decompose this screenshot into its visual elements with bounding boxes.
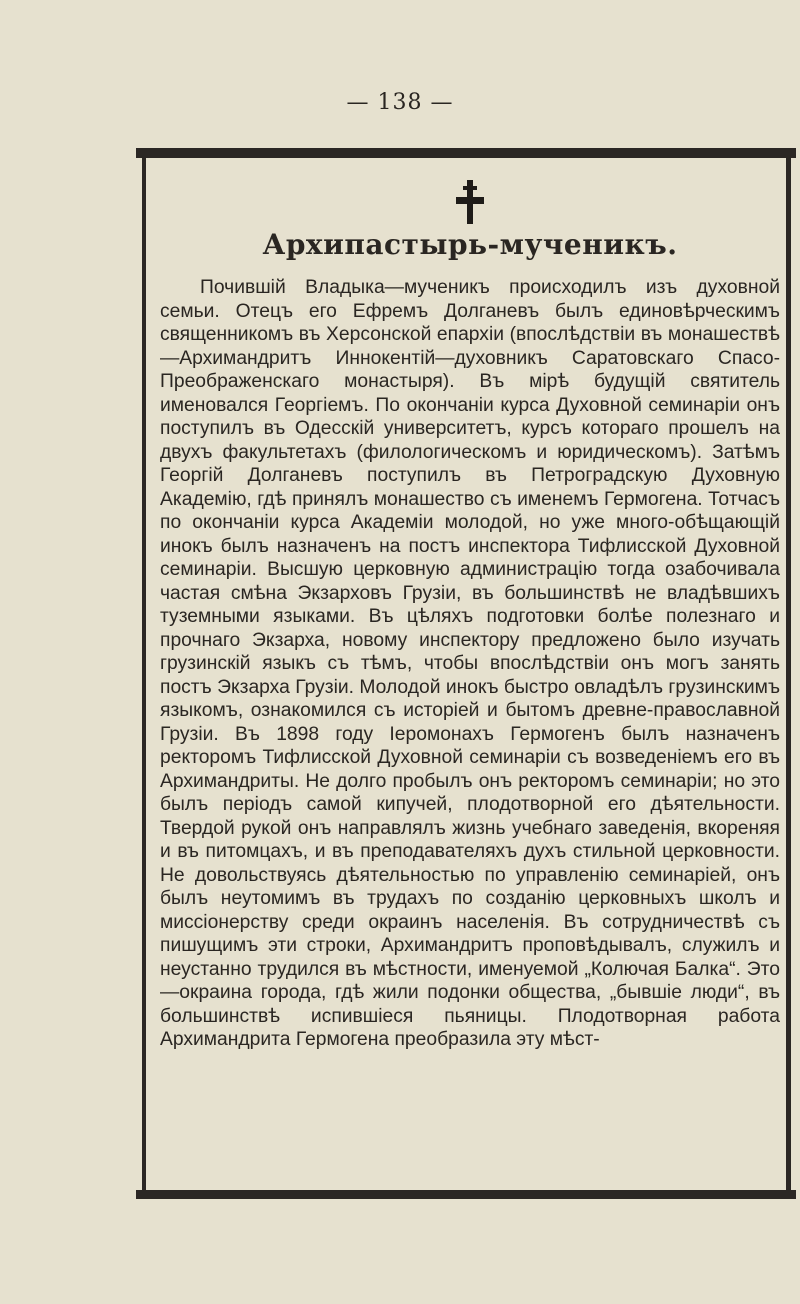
- article-body: Почившій Владыка—мученикъ происходилъ изъ духовной семьи. Отецъ его Ефремъ Долганевъ былъ единовѣрческимъ священникомъ въ Херсонской епархіи (впослѣдствіи въ монашествѣ—Архимандритъ Иннокентій—духовникъ Саратовскаго Спасо-Преображенскаго монастыря). Въ мірѣ будущій святитель именовался Георгіемъ. По окончаніи курса Духовной семинаріи онъ поступилъ въ Одесскій университетъ, курсъ котораго прошелъ на двухъ факультетахъ (филологическомъ и юридическомъ). Затѣмъ Георгій Долганевъ поступилъ въ Петроградскую Духовную Академію, гдѣ принялъ монашество съ именемъ Гермогена. Тотчасъ по окончаніи курса Академіи молодой, но уже много-обѣщающій инокъ былъ назначенъ на постъ инспектора Тифлисской Духовной семинаріи. Высшую церковную администрацію тогда озабочивала частая смѣна Экзарховъ Грузіи, въ большинствѣ не владѣвшихъ туземными языками. Въ цѣляхъ подготовки болѣе полезнаго и прочнаго Экзарха, новому инспектору предложено было изучать грузинскій языкъ съ тѣмъ, чтобы впослѣдствіи онъ могъ занять постъ Экзарха Грузіи. Молодой инокъ быстро овладѣлъ грузинскимъ языкомъ, ознакомился съ исторіей и бытомъ древне-православной Грузіи. Въ 1898 году Іеромонахъ Гермогенъ былъ назначенъ ректоромъ Тифлисской Духовной семинаріи съ возведеніемъ его въ Архимандриты. Не долго пробылъ онъ ректоромъ семинаріи; но это былъ періодъ самой кипучей, плодотворной его дѣятельности. Твердой рукой онъ направлялъ жизнь учебнаго заведенія, вкореняя и въ питомцахъ, и въ преподавателяхъ духъ стильной церковности. Не довольствуясь дѣятельностью по управленію семинаріей, онъ былъ неутомимъ въ трудахъ по созданію церковныхъ школъ и миссіонерству среди окраинъ населенія. Въ сотрудничествѣ съ пишущимъ эти строки, Архимандритъ проповѣдывалъ, служилъ и неустанно трудился въ мѣстности, именуемой „Колючая Балка“. Это—окраина города, гдѣ жили подонки общества, „бывшіе люди“, въ большинствѣ испившіеся пьяницы. Плодотворная работа Архимандрита Гермогена преобразила эту мѣст-: [160, 277, 780, 1050]
- article-frame: [160, 168, 780, 1052]
- article-title: Архипастырь-мученикъ.: [262, 228, 678, 261]
- left-border-rule: [142, 158, 146, 1190]
- right-border-rule: [786, 158, 791, 1190]
- top-border-rule: [136, 148, 796, 158]
- page-number: — 138 —: [346, 90, 454, 115]
- bottom-border-rule: [136, 1190, 796, 1199]
- cross-icon: [454, 180, 486, 224]
